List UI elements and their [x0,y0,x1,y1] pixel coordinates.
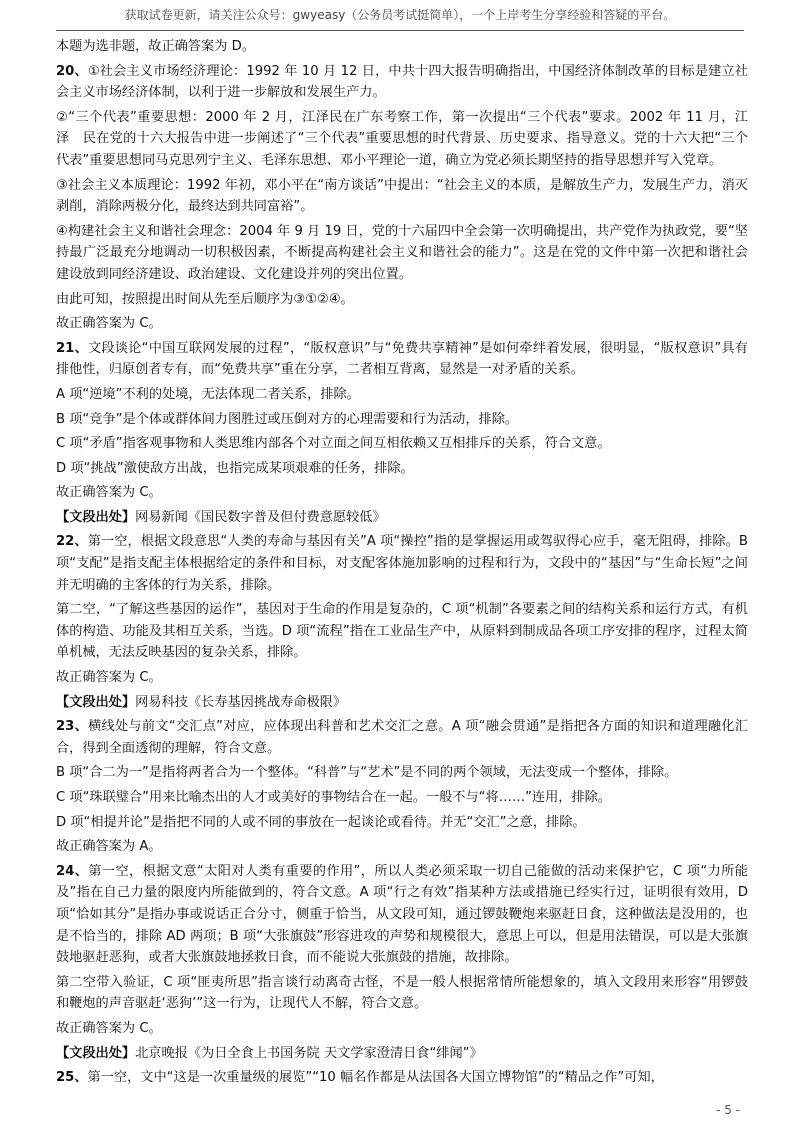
question-number: 20、 [56,63,88,79]
question-23-analysis: 23、横线处与前文“交汇点”对应，应体现出科普和艺术交汇之意。A 项“融会贯通”是指把各方面的知识和道理融化汇合，得到全面透彻的理解，符合文意。 [56,719,748,756]
question-20-analysis: 20、①社会主义市场经济理论：1992 年 10 月 12 日，中共十四大报告明确指出，中国经济体制改革的目标是建立社会主义市场经济体制，以利于进一步解放和发展生产力。 [56,63,748,101]
answer-line: 故正确答案为 C。 [56,485,162,501]
question-25-analysis: 25、第一空，文中“这是一次重量级的展览”“10 幅名作都是从法国各大国立博物馆”的“精品之作”可知， [56,1070,664,1086]
source-line: 【文段出处】网易科技《长寿基因挑战寿命极限》 [56,694,347,710]
option-analysis: D 项“挑战”激使敌方出战，也指完成某项艰难的任务，排除。 [56,460,414,476]
answer-line: 故正确答案为 C。 [56,670,162,686]
answer-paragraph: 第二空，“了解这些基因的运作”，基因对于生命的作用是复杂的，C 项“机制”各要素之间的结构关系和运行方式，有机体的构造、功能及其相互关系，当选。D 项“流程”指在工业品生产中，从原料到制成品各项工序安排的程序，过程太简单机械，无法反映基因的复杂关系，排除。 [56,602,748,661]
question-21-analysis: 21、文段谈论“中国互联网发展的过程”，“版权意识”与“免费共享精神”是如何牵绊着发展，很明显，“版权意识”具有排他性，归原创者专有，而“免费共享”重在分享，二者相互背离，显然是一对矛盾的关系。 [56,340,748,378]
answer-line: 故正确答案为 C。 [56,316,162,332]
source-line: 【文段出处】网易新闻《国民数字普及但付费意愿较低》 [56,509,386,525]
source-label: 【文段出处】 [56,694,136,710]
option-analysis: B 项“竞争”是个体或群体间力图胜过或压倒对方的心理需要和行为活动，排除。 [56,411,519,427]
option-analysis: C 项“矛盾”指客观事物和人类思维内部各个对立面之间互相依赖又互相排斥的关系，符合文意。 [56,436,611,452]
question-number: 21、 [56,340,88,356]
source-label: 【文段出处】 [56,509,136,525]
question-number: 25、 [56,1070,88,1086]
option-analysis: A 项“逆境”不利的处境，无法体现二者关系，排除。 [56,386,360,402]
question-22-analysis: 22、第一空，根据文段意思“人类的寿命与基因有关”A 项“操控”指的是掌握运用或驾驭得心应手，毫无阻碍，排除。B 项“支配”是指支配主体根据给定的条件和目标，对支配客体施加影响的过程和行为，文段中的“基因”与“生命长短”之间并无明确的主客体的行为关系，排除。 [56,534,748,593]
answer-line: 由此可知，按照提出时间从先至后顺序为③①②④。 [56,291,354,307]
question-24-analysis: 24、第一空，根据文意“太阳对人类有重要的作用”，所以人类必须采取一切自己能做的活动来保护它，C 项“力所能及”指在自己力量的限度内所能做到的，符合文意。A 项“行之有效”指某种方法或措施已经实行过，证明很有效用，D 项“恰如其分”是指办事或说话正合分寸，侧重于恰当，从文段可知，通过锣鼓鞭炮来驱赶日食，这种做法是没用的，也是不恰当的，排除 AD 两项；B 项“大张旗鼓”形容进攻的声势和规模很大，意思上可以，但是用法错误，可以是大张旗鼓地驱赶恶狗，或者大张旗鼓地拯救日食，而不能说大张旗鼓的措施，故排除。 [56,863,748,966]
page-number: - 5 - [716,1103,740,1117]
source-label: 【文段出处】 [56,1045,136,1061]
answer-content [56,36,762,1089]
answer-line: 故正确答案为 A。 [56,839,162,855]
answer-line: 故正确答案为 C。 [56,1020,162,1036]
option-analysis: C 项“珠联璧合”用来比喻杰出的人才或美好的事物结合在一起。一般不与“将……”连用，排除。 [56,790,612,805]
answer-paragraph: ②“三个代表”重要思想：2000 年 2 月，江泽民在广东考察工作，第一次提出“三个代表”要求。2002 年 11 月，江 泽 民在党的十六大报告中进一步阐述了“三个代表”重要思想的时代背景、历史要求、指导意义。党的十六大把“三个代表”重要思想同马克思列宁主义、毛泽东思想、邓小平理论一道，确立为党必须长期坚持的指导思想并写入党章。 [56,109,762,168]
question-number: 22、 [56,534,88,550]
answer-paragraph: ④构建社会主义和谐社会理念：2004 年 9 月 19 日，党的十六届四中全会第一次明确提出，共产党作为执政党，要“坚持最广泛最充分地调动一切积极因素，不断提高构建社会主义和谐社会的能力”。这是在党的文件中第一次把和谐社会建设放到同经济建设、政治建设、文化建设并列的突出位置。 [56,223,748,282]
question-number: 23、 [56,719,89,735]
answer-line: 本题为选非题，故正确答案为 D。 [56,39,255,54]
option-analysis: D 项“相提并论”是指把不同的人或不同的事放在一起谈论或看待。并无“交汇”之意，排除。 [56,814,586,830]
header-divider [56,30,744,31]
option-analysis: B 项“合二为一”是指将两者合为一个整体。“科普”与“艺术”是不同的两个领域，无法变成一个整体，排除。 [56,765,678,781]
question-number: 24、 [56,863,89,879]
source-line: 【文段出处】北京晚报《为日全食上书国务院 天文学家澄清日食“绯闻”》 [56,1045,483,1061]
answer-paragraph: 第二空带入验证，C 项“匪夷所思”指言谈行动离奇古怪，不是一般人根据常情所能想象的，填入文段用来形容“用锣鼓和鞭炮的声音驱赶‘恶狗’”这一行为，让现代人不解，符合文意。 [56,974,748,1012]
page-header: 获取试卷更新，请关注公众号：gwyeasy（公务员考试挺简单），一个上岸考生分享经验和答疑的平台。 [124,8,676,22]
answer-paragraph: ③社会主义本质理论：1992 年初，邓小平在“南方谈话”中提出：“社会主义的本质，是解放生产力，发展生产力，消灭剥削，消除两极分化，最终达到共同富裕”。 [56,177,748,215]
